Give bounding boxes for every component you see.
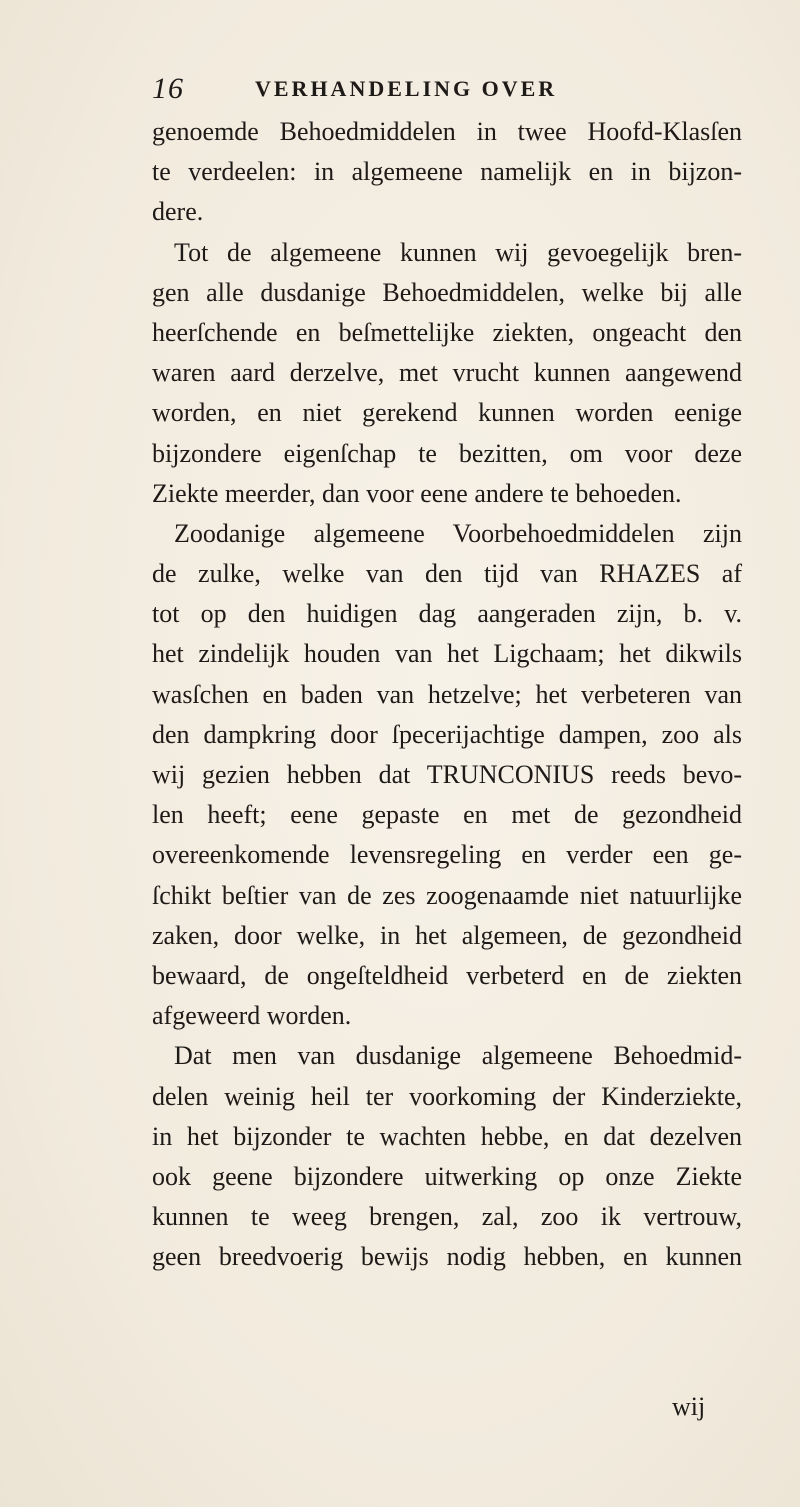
text-line: len heeft; eene gepaste en met de gezondheid (152, 800, 742, 830)
text-line: het zindelijk houden van het Ligchaam; het dikwils (152, 639, 742, 669)
text-line: ook geene bijzondere uitwerking op onze Ziekte (152, 1161, 742, 1191)
running-title: VERHANDELING OVER (255, 76, 558, 101)
text-line: Tot de algemeene kunnen wij gevoegelijk bren- (174, 237, 742, 267)
text-line: heerſchende en beſmettelijke ziekten, ongeacht den (152, 317, 742, 347)
text-line: te verdeelen: in algemeene namelijk en in bijzon- (152, 157, 742, 187)
text-line: kunnen te weeg brengen, zal, zoo ik vertrouw, (152, 1202, 742, 1232)
text-line: delen weinig heil ter voorkoming der Kinderziekte, (152, 1081, 742, 1111)
text-line: Zoodanige algemeene Voorbehoedmiddelen zijn (174, 518, 742, 548)
text-line: in het bijzonder te wachten hebbe, en dat dezelven (152, 1121, 742, 1151)
body-text (152, 112, 742, 1277)
text-line: de zulke, welke van den tijd van RHAZES af (152, 559, 742, 589)
text-line: geen breedvoerig bewijs nodig hebben, en kunnen (152, 1242, 742, 1272)
text-line: ſchikt beſtier van de zes zoogenaamde niet natuurlijke (152, 880, 742, 910)
text-line: wasſchen en baden van hetzelve; het verbeteren van (152, 679, 742, 709)
text-line: afgeweerd worden. (152, 1001, 352, 1031)
page-number: 16 (152, 72, 184, 105)
text-line: den dampkring door ſpecerijachtige dampen, zoo als (152, 719, 742, 749)
catchword: wij (672, 1392, 706, 1421)
text-line: genoemde Behoedmiddelen in twee Hoofd-Klasſen (152, 117, 742, 146)
text-line: overeenkomende levensregeling en verder een ge- (152, 840, 742, 870)
text-line: wij gezien hebben dat TRUNCONIUS reeds bevo- (152, 760, 742, 789)
text-line: tot op den huidigen dag aangeraden zijn, b. v. (152, 599, 742, 629)
text-line: bewaard, de ongeſteldheid verbeterd en de ziekten (152, 960, 742, 990)
text-line: Dat men van dusdanige algemeene Behoedmid- (174, 1041, 742, 1071)
text-line: worden, en niet gerekend kunnen worden eenige (152, 398, 742, 428)
text-line: bijzondere eigenſchap te bezitten, om voor deze (152, 438, 742, 468)
running-head (152, 72, 712, 106)
text-line: gen alle dusdanige Behoedmiddelen, welke bij alle (152, 277, 742, 307)
text-line: Ziekte meerder, dan voor eene andere te behoeden. (152, 478, 682, 508)
text-line: dere. (152, 197, 204, 227)
text-line: waren aard derzelve, met vrucht kunnen aangewend (152, 358, 742, 388)
text-line: zaken, door welke, in het algemeen, de gezondheid (152, 920, 742, 950)
